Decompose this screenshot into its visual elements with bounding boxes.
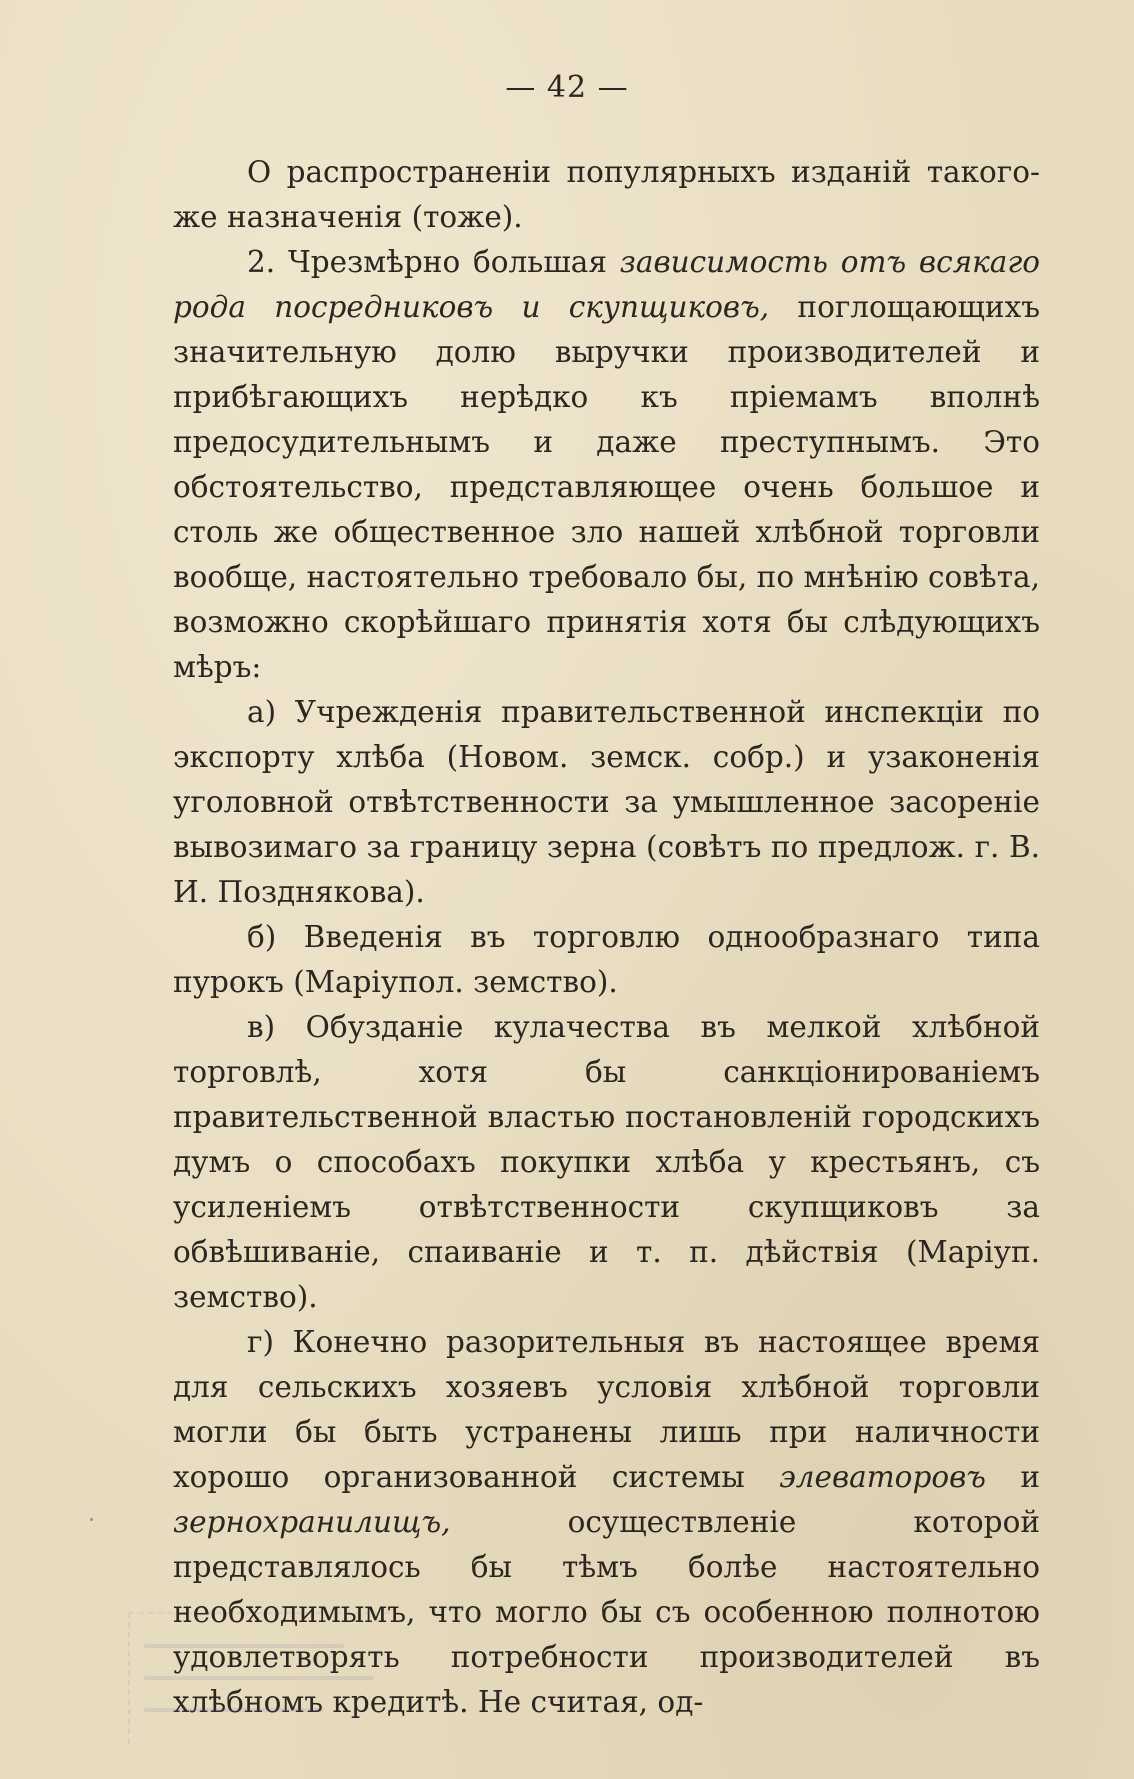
text-run: 2. Чрезмѣрно большая: [247, 245, 620, 279]
paragraph: [173, 150, 1040, 240]
stamp-mark: [144, 1644, 344, 1648]
stamp-mark: [144, 1708, 324, 1712]
text-run: в) Обузданіе кулачества въ мелкой хлѣбной торговлѣ, хотя бы санкціонированіемъ правительственной властью постановленій городскихъ думъ о способахъ покупки хлѣба у крестьянъ, съ усиленіемъ отвѣтственности скупщиковъ за обвѣшиваніе, спаиваніе и т. п. дѣйствія (Маріуп. земство).: [173, 1010, 1040, 1314]
paragraph: [173, 240, 1040, 690]
paper-speck: [90, 1518, 93, 1521]
text-run: осуществленіе которой представлялось бы тѣмъ болѣе настоятельно необходимымъ, что могло бы съ особенною полнотою удовлетворять потребности производителей въ хлѣбномъ кредитѣ. Не считая, од-: [173, 1505, 1040, 1719]
faded-library-stamp: [128, 1612, 400, 1744]
text-run: О распространеніи популярныхъ изданій такого-же назначенія (тоже).: [173, 155, 1040, 234]
italic-text-run: элеваторовъ: [779, 1460, 986, 1494]
text-run: а) Учрежденія правительственной инспекціи по экспорту хлѣба (Новом. земск. собр.) и узаконенія уголовной отвѣтственности за умышленное засореніе вывозимаго за границу зерна (совѣтъ по предлож. г. В. И. Позднякова).: [173, 695, 1040, 909]
text-run: б) Введенія въ торговлю однообразнаго типа пурокъ (Маріупол. земство).: [173, 920, 1040, 999]
italic-text-run: зернохранилищъ,: [173, 1505, 451, 1539]
paragraph: [173, 915, 1040, 1005]
paragraph: [173, 1005, 1040, 1320]
paragraph: [173, 690, 1040, 915]
page-number: — 42 —: [505, 70, 629, 105]
paper-speck: [377, 585, 380, 588]
text-run: и: [985, 1460, 1040, 1494]
body-text: [173, 150, 1040, 1725]
stamp-mark: [144, 1676, 374, 1680]
paper-speck: [232, 983, 235, 986]
text-run: поглощающихъ значительную долю выручки производителей и прибѣгающихъ нерѣдко къ пріемамъ вполнѣ предосудительнымъ и даже преступнымъ. Это обстоятельство, представляющее очень большое и столь же общественное зло нашей хлѣбной торговли вообще, настоятельно требовало бы, по мнѣнію совѣта, возможно скорѣйшаго принятія хотя бы слѣдующихъ мѣръ:: [173, 290, 1041, 684]
text-run: г) Конечно разорительныя въ настоящее время для сельскихъ хозяевъ условія хлѣбной торговли могли бы быть устранены лишь при наличности хорошо организованной системы: [173, 1325, 1040, 1494]
italic-text-run: зависимость отъ всякаго рода посредниковъ и скупщиковъ,: [173, 245, 1040, 324]
